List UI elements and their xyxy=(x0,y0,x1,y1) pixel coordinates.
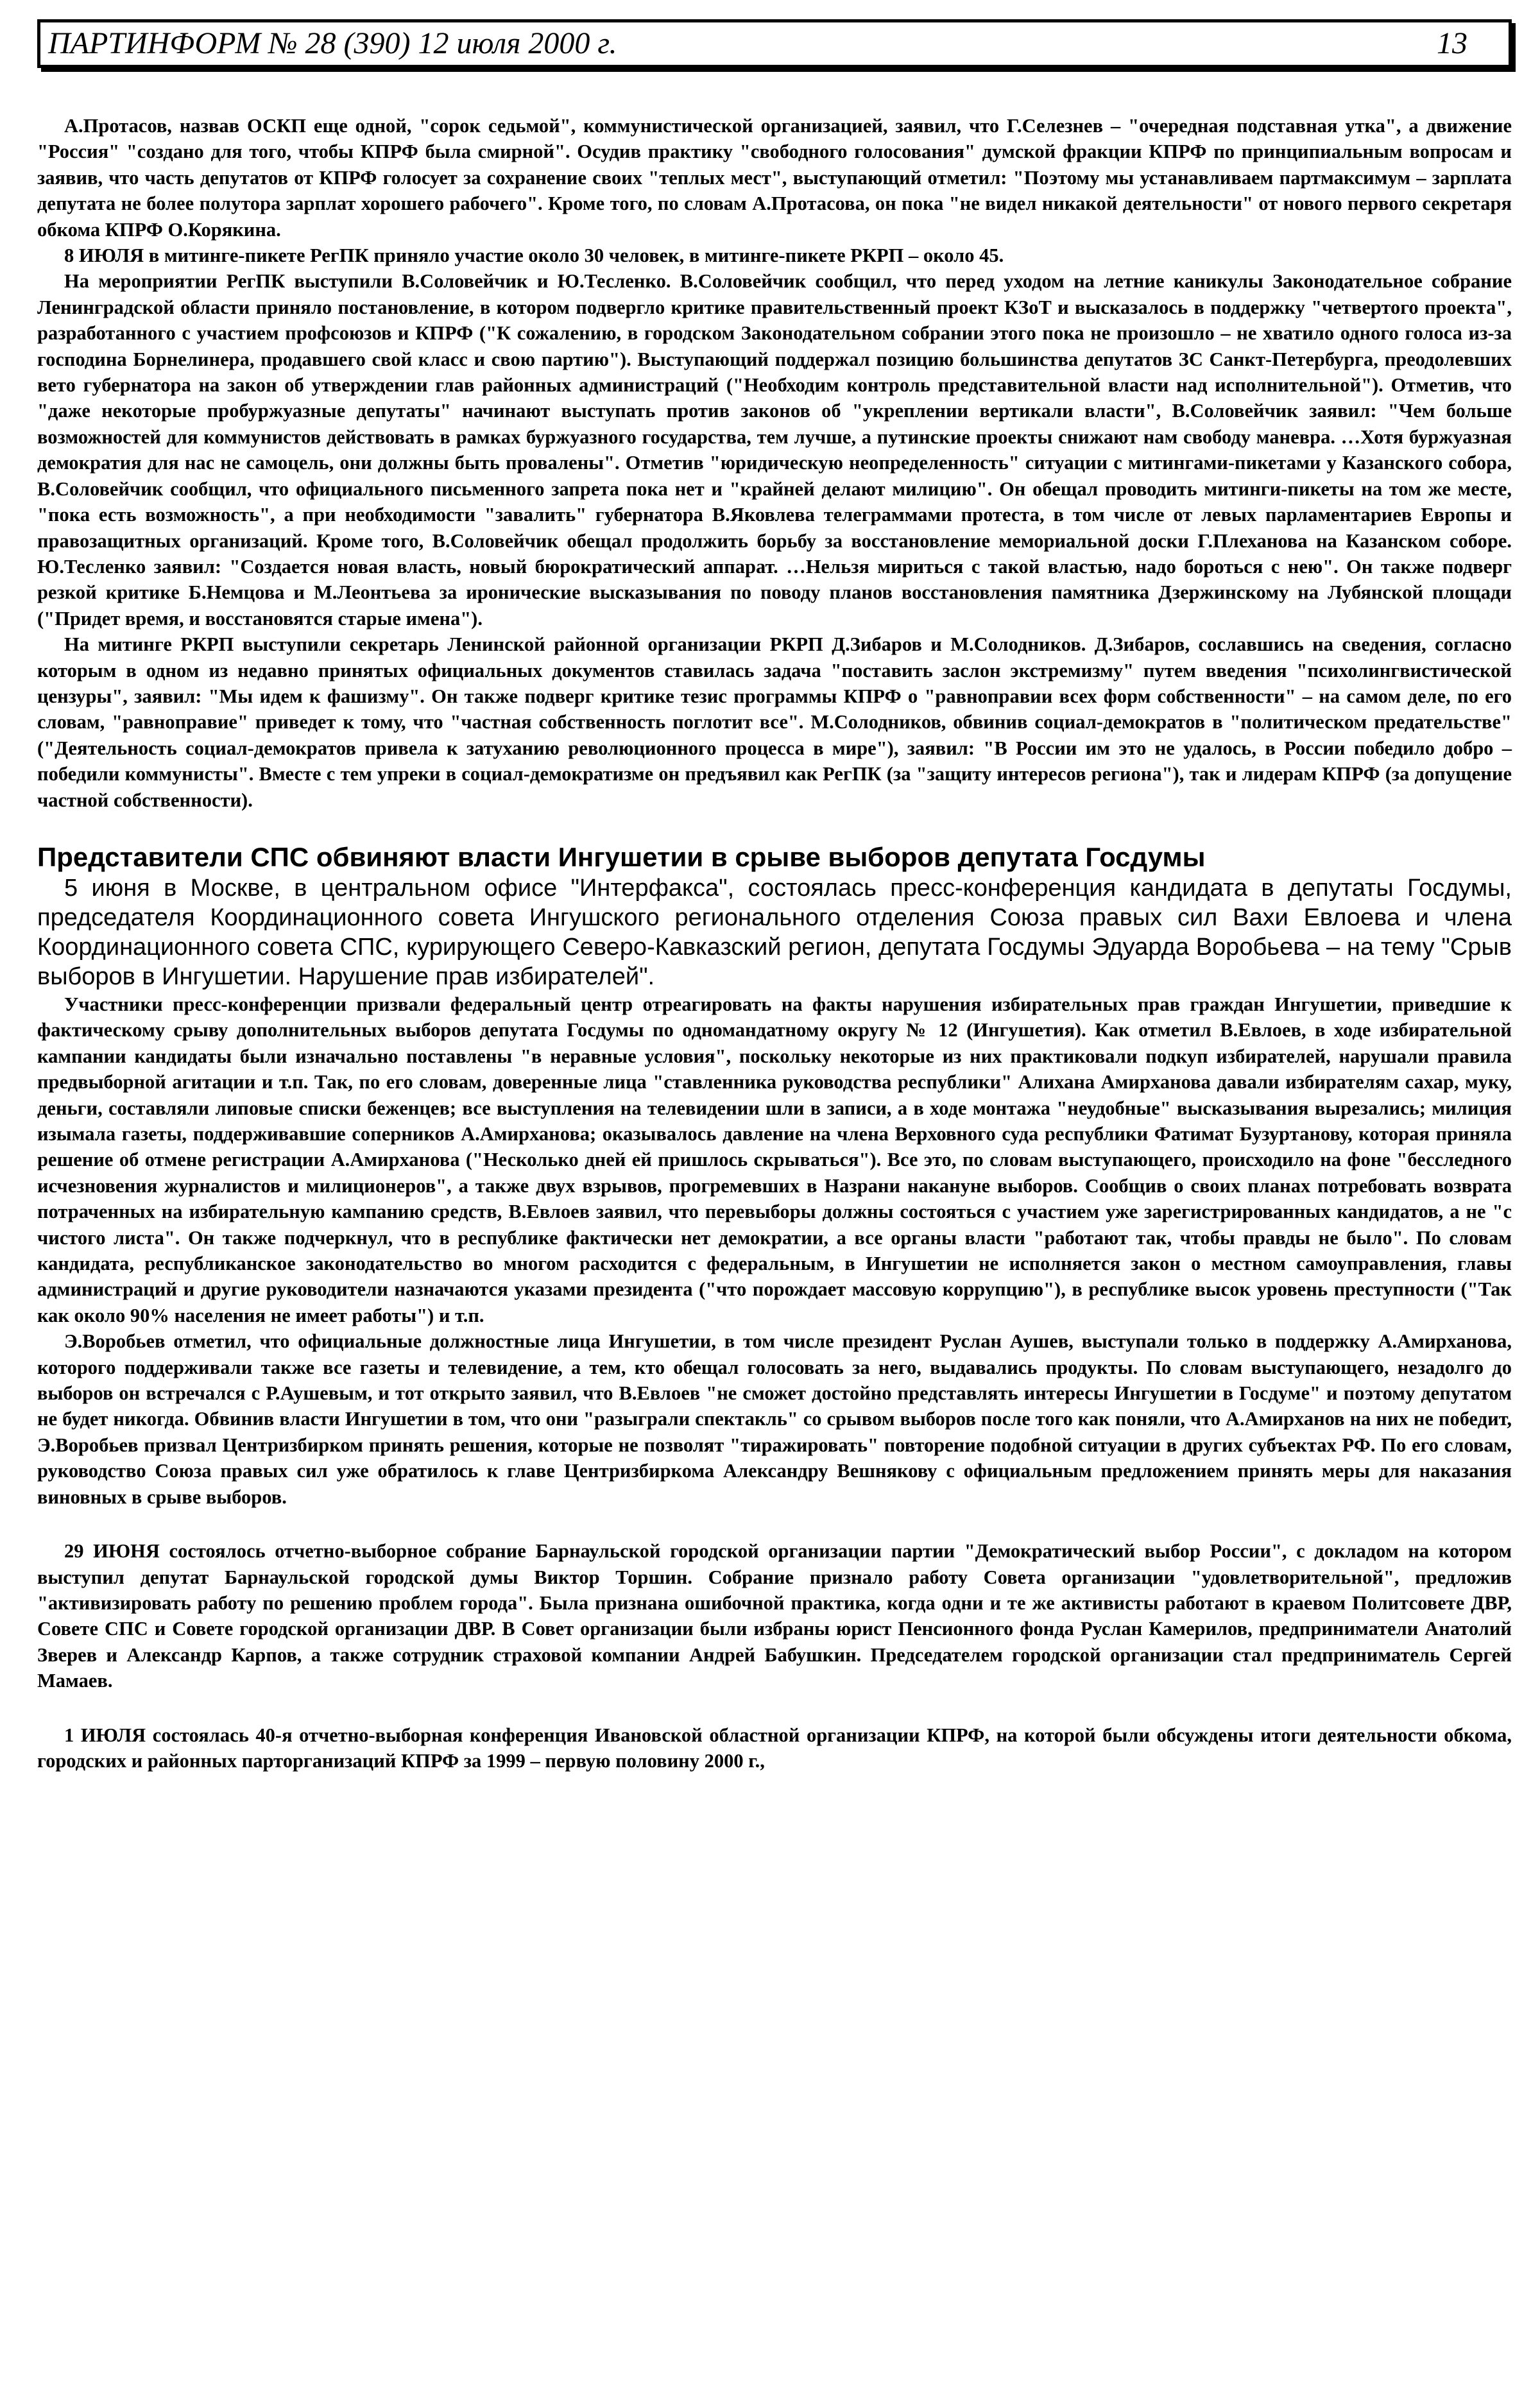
paragraph: На митинге РКРП выступили секретарь Ленинской районной организации РКРП Д.Зибаров и М.Солодников. Д.Зибаров, сославшись на сведения, согласно которым в одном из недавно принятых официальных документов ставилась задача "поставить заслон экстремизму" путем введения "психолингвистической цензуры", заявил: "Мы идем к фашизму". Он также подверг критике тезис программы КПРФ о "равноправии всех форм собственности" – на самом деле, по его словам, "равноправие" приведет к тому, что "частная собственность поглотит все". М.Солодников, обвинив социал-демократов в "политическом предательстве" ("Деятельность социал-демократов привела к затуханию революционного процесса в мире"), заявил: "В России им это не удалось, в России победило добро – победили коммунисты". Вместе с тем упреки в социал-демократизме он предъявил как РегПК (за "защиту интересов региона"), так и лидерам КПРФ (за допущение частной собственности). xyxy=(37,633,1512,811)
paragraph: Участники пресс-конференции призвали федеральный центр отреагировать на факты нарушения избирательных прав граждан Ингушетии, приведшие к фактическому срыву дополнительных выборов депутата Госдумы по одномандатному округу № 12 (Ингушетия). Как отметил В.Евлоев, в ходе избирательной кампании кандидаты были изначально поставлены "в неравные условия", поскольку некоторые из них практиковали подкуп избирателей, нарушали правила предвыборной агитации и т.п. Так, по его словам, доверенные лица "ставленника руководства республики" Алихана Амирханова давали избирателям сахар, муку, деньги, составляли липовые списки беженцев; все выступления на телевидении шли в записи, а в ходе монтажа "неудобные" высказывания вырезались; милиция изымала газеты, поддерживавшие соперников А.Амирханова; оказывалось давление на члена Верховного суда республики Фатимат Бузуртанову, которая приняла решение об отмене регистрации А.Амирханова ("Несколько дней ей пришлось скрываться"). Все это, по словам выступающего, происходило на фоне "бесследного исчезновения журналистов и милиционеров", а также двух взрывов, прогремевших в Назрани накануне выборов. Сообщив о своих планах потребовать возврата потраченных на избирательную кампанию средств, В.Евлоев заявил, что перевыборы должны состояться с участием уже зарегистрированных кандидатов, а не "с чистого листа". Он также подчеркнул, что в республике фактически нет демократии, а все органы власти "работают так, чтобы правды не было". По словам кандидата, республиканское законодательство во многом расходится с федеральным, в Ингушетии не исполняется закон о местном самоуправления, главы администраций и другие руководители назначаются указами президента ("что порождает массовую коррупцию"), в республике высок уровень преступности ("Так как около 90% населения не имеет работы") и т.п. xyxy=(37,993,1512,1326)
paragraph: Э.Воробьев отметил, что официальные должностные лица Ингушетии, в том числе президент Руслан Аушев, выступали только в поддержку А.Амирханова, которого поддерживали также все газеты и телевидение, а тем, кто обещал голосовать за него, выдавались продукты. По словам выступающего, незадолго до выборов он встречался с Р.Аушевым, и тот открыто заявил, что В.Евлоев "не сможет достойно представлять интересы Ингушетии в Госдуме" и поэтому депутатом не будет никогда. Обвинив власти Ингушетии в том, что они "разыграли спектакль" со срывом выборов после того как поняли, что А.Амирханов на них не победит, Э.Воробьев призвал Центризбирком принять решения, которые не позволят "тиражировать" повторение подобной ситуации в других субъектах РФ. По его словам, руководство Союза правых сил уже обратилось к главе Центризбиркома Александру Вешнякову с официальным предложением принять меры для наказания виновных в срыве выборов. xyxy=(37,1330,1512,1508)
page-content xyxy=(37,113,1512,1774)
paragraph-ivanovo-kprf: 1 ИЮЛЯ состоялась 40-я отчетно-выборная конференция Ивановской областной организации КПРФ, на которой были обсуждены итоги деятельности обкома, городских и районных парторганизаций КПРФ за 1999 – первую половину 2000 г., xyxy=(37,1724,1512,1772)
paragraph-barnaul-dvr: 29 ИЮНЯ состоялось отчетно-выборное собрание Барнаульской городской организации партии "Демократический выбор России", с докладом на котором выступил депутат Барнаульской городской думы Виктор Торшин. Собрание признало работу Совета организации "удовлетворительной", предложив "активизировать работу по решению проблем города". Была признана ошибочной практика, когда одни и те же активисты работают в краевом Политсовете ДВР, Совете СПС и Совете городской организации ДВР. В Совет организации были избраны юрист Пенсионного фонда Руслан Камерилов, предприниматели Анатолий Зверев и Александр Карпов, а также сотрудник страховой компании Андрей Бабушкин. Председателем городской организации стал предприниматель Сергей Мамаев. xyxy=(37,1540,1512,1692)
page-number: 13 xyxy=(1437,26,1467,60)
article-sps-ingushetia xyxy=(37,841,1512,1510)
header-title: ПАРТИНФОРМ № 28 (390) 12 июля 2000 г. xyxy=(48,26,617,60)
paragraph: А.Протасов, назвав ОСКП еще одной, "сорок седьмой", коммунистической организацией, заявил, что Г.Селезнев – "очередная подставная утка", а движение "Россия" "создано для того, чтобы КПРФ была смирной". Осудив практику "свободного голосования" думской фракции КПРФ по принципиальным вопросам и заявив, что часть депутатов от КПРФ голосует за сохранение своих "теплых мест", выступающий отметил: "Поэтому мы устанавливаем партмаксимум – зарплата депутата не более полутора зарплат хорошего рабочего". Кроме того, по словам А.Протасова, он пока "не видел никакой деятельности" от нового первого секретаря обкома КПРФ О.Корякина. xyxy=(37,115,1512,241)
article-headline: Представители СПС обвиняют власти Ингушетии в срыве выборов депутата Госдумы xyxy=(37,841,1206,872)
newspaper-page xyxy=(37,19,1512,1774)
article-lead: 5 июня в Москве, в центральном офисе "Интерфакса", состоялась пресс-конференция кандидата в депутаты Госдумы, председателя Координационного совета Ингушского регионального отделения Союза правых сил Вахи Евлоева и члена Координационного совета СПС, курирующего Северо-Кавказский регион, депутата Госдумы Эдуарда Воробьева – на тему "Срыв выборов в Ингушетии. Нарушение прав избирателей". xyxy=(37,874,1512,990)
section-spb-rallies xyxy=(37,113,1512,813)
paragraph: На мероприятии РегПК выступили В.Соловейчик и Ю.Тесленко. В.Соловейчик сообщил, что перед уходом на летние каникулы Законодательное собрание Ленинградской области приняло постановление, в котором подвергло критике правительственный проект КЗоТ и высказалось в поддержку "четвертого проекта", разработанного с участием профсоюзов и КПРФ ("К сожалению, в городском Законодательном собрании этого пока не произошло – не хватило одного голоса из-за господина Борнелинера, продавшего свой класс и свою партию"). Выступающий поддержал позицию большинства депутатов ЗС Санкт-Петербурга, преодолевших вето губернатора на закон об утверждении глав районных администраций ("Необходим контроль представительной власти над исполнительной"). Отметив, что "даже некоторые пробуржуазные депутаты" начинают выступать против законов об "укреплении вертикали власти", В.Соловейчик заявил: "Чем больше возможностей для коммунистов действовать в рамках буржуазного государства, тем лучше, а путинские проекты снижают нам свободу маневра. …Хотя буржуазная демократия для нас не самоцель, они должны быть провалены". Отметив "юридическую неопределенность" ситуации с митингами-пикетами у Казанского собора, В.Соловейчик сообщил, что официального письменного запрета пока нет и "крайней делают милицию". Он обещал проводить митинги-пикеты на том же месте, "пока есть возможность", а при необходимости "завалить" губернатора В.Яковлева телеграммами протеста, в том числе от левых парламентариев Европы и правозащитных организаций. Кроме того, В.Соловейчик обещал продолжить борьбу за восстановление мемориальной доски Г.Плеханова на Казанском соборе. Ю.Тесленко заявил: "Создается новая власть, новый бюрократический аппарат. …Нельзя мириться с такой властью, надо бороться с нею". Он также подверг резкой критике Б.Немцова и М.Леонтьева за иронические высказывания по поводу планов восстановления памятника Дзержинскому на Лубянской площади ("Придет время, и восстановятся старые имена"). xyxy=(37,270,1512,630)
page-header xyxy=(37,19,1512,68)
paragraph: 8 ИЮЛЯ в митинге-пикете РегПК приняло участие около 30 человек, в митинге-пикете РКРП – около 45. xyxy=(64,244,1004,267)
